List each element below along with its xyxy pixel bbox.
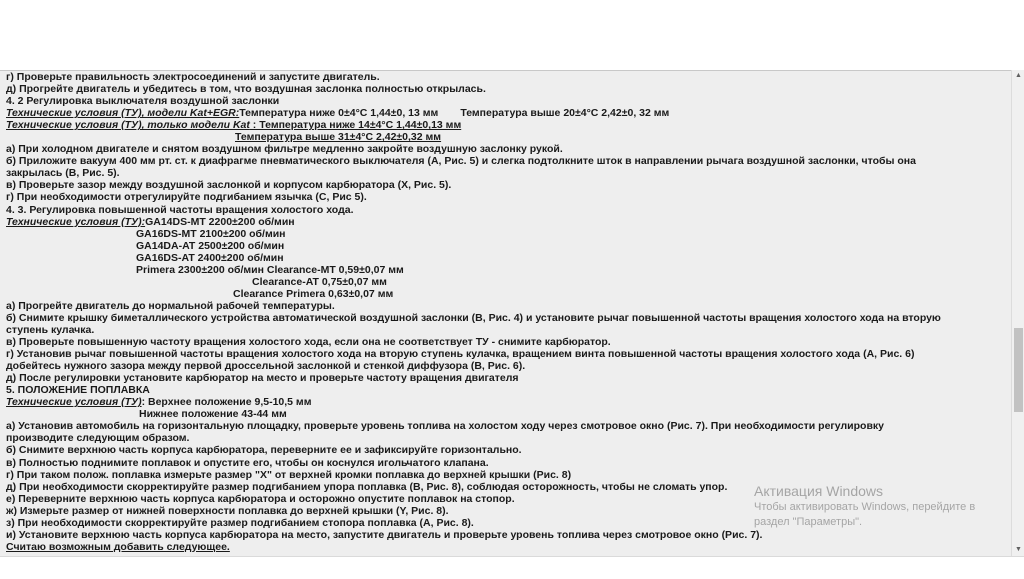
section-heading: 4. 2 Регулировка выключателя воздушной заслонки — [6, 95, 280, 108]
text-line: б) Приложите вакуум 400 мм рт. ст. к диафрагме пневматического выключателя (А, Рис. 5) и слегка подтолкните шток в направлении рычага воздушной заслонки, чтобы она — [6, 155, 916, 168]
spec-line: Температура выше 31±4°С 2,42±0,32 мм — [235, 131, 442, 144]
text-line: г) Проверьте правильность электросоединений и запустите двигатель. — [6, 71, 380, 83]
spec-line — [6, 216, 1011, 228]
text-line: ж) Измерьте размер от нижней поверхности поплавка до верхней крышки (Y, Рис. 8). — [6, 504, 449, 517]
text-line: б) Снимите верхнюю часть корпуса карбюратора, переверните ее и зафиксируйте горизонтально. — [6, 444, 522, 457]
spec-label: Технические условия (ТУ): — [6, 215, 146, 228]
spec-line: GA16DS-MT 2100±200 об/мин — [136, 227, 286, 240]
text-line: и) Установите верхнюю часть корпуса карбюратора на место, запустите двигатель и проверьте уровень топлива через смотровое окно (Рис. 7). — [6, 528, 763, 541]
text-line: добейтесь нужного зазора между первой дроссельной заслонкой и стенкой диффузора (В, Рис. 6). — [6, 360, 526, 373]
spec-label: Технические условия (ТУ), только модели Kat — [6, 119, 250, 132]
spec-value: Температура ниже 0±4°С 1,44±0, 13 мм — [239, 107, 439, 120]
spec-label: Технические условия (ТУ), модели Kat+EGR: — [6, 107, 240, 120]
text-line: ступень кулачка. — [6, 323, 95, 336]
watermark-title: Активация Windows — [754, 483, 884, 499]
spec-label: Технические условия (ТУ) — [6, 396, 142, 409]
text-line: в) Полностью поднимите поплавок и опустите его, чтобы он коснулся игольчатого клапана. — [6, 456, 489, 469]
spec-line: Нижнее положение 43-44 мм — [139, 408, 287, 421]
text-line: закрылась (В, Рис. 5). — [6, 167, 120, 180]
document-text — [6, 71, 1011, 553]
text-line: з) При необходимости скорректируйте размер подгибанием стопора поплавка (А, Рис. 8). — [6, 516, 474, 529]
spec-line: Clearance-AT 0,75±0,07 мм — [252, 275, 387, 288]
scroll-down-icon[interactable]: ▼ — [1015, 546, 1022, 553]
bottom-bar — [0, 556, 1024, 579]
text-line: д) Прогрейте двигатель и убедитесь в том, что воздушная заслонка полностью открылась. — [6, 83, 486, 96]
spec-value: : Верхнее положение 9,5-10,5 мм — [141, 396, 312, 409]
spec-line — [6, 396, 1011, 408]
text-line: Считаю возможным добавить следующее. — [6, 540, 230, 553]
spec-line: Clearance Primera 0,63±0,07 мм — [233, 287, 394, 300]
spec-value: Температура выше 20±4°С 2,42±0, 32 мм — [460, 107, 670, 120]
spec-line — [6, 119, 1011, 131]
text-line: д) После регулировки установите карбюратор на место и проверьте частоту вращения двигателя — [6, 372, 519, 385]
spec-line — [6, 107, 1011, 119]
text-line: г) При таком полож. поплавка измерьте размер "Х" от верхней кромки поплавка до верхней крышки (Рис. 8) — [6, 468, 572, 481]
text-line: г) Установив рычаг повышенной частоты вращения холостого хода на вторую ступень кулачка, вращением винта повышенной частоты вращения холостого хода (А, Рис. 6) — [6, 348, 915, 361]
spec-line: GA16DS-AT 2400±200 об/мин — [136, 251, 284, 264]
spec-line: Primera 2300±200 об/мин Clearance-MT 0,59±0,07 мм — [136, 263, 404, 276]
text-line: в) Проверьте зазор между воздушной заслонкой и корпусом карбюратора (Х, Рис. 5). — [6, 179, 452, 192]
vertical-scrollbar[interactable] — [1011, 70, 1024, 556]
text-line: б) Снимите крышку биметаллического устройства автоматической воздушной заслонки (В, Рис. 4) и установите рычаг повышенной частоты вращения холостого хода на вторую — [6, 311, 941, 324]
text-line: д) При необходимости скорректируйте размер подгибанием упора поплавка (В, Рис. 8), соблюдая осторожность, чтобы не сломать упор. — [6, 480, 728, 493]
spec-value: GA14DS-MT 2200±200 об/мин — [145, 215, 295, 228]
text-line: е) Переверните верхнюю часть корпуса карбюратора и осторожно опустите поплавок на стопор. — [6, 492, 515, 505]
text-line: а) Установив автомобиль на горизонтальную площадку, проверьте уровень топлива на холостом ходу через смотровое окно (Рис. 7). При необходимости регулировку — [6, 420, 884, 433]
scroll-thumb[interactable] — [1014, 328, 1023, 412]
windows-activation-watermark — [754, 482, 1004, 530]
text-line: г) При необходимости отрегулируйте подгибанием язычка (С, Рис 5). — [6, 191, 367, 204]
text-line: производите следующим образом. — [6, 432, 190, 445]
text-line: а) Прогрейте двигатель до нормальной рабочей температуры. — [6, 299, 335, 312]
scroll-up-icon[interactable]: ▲ — [1015, 72, 1022, 79]
watermark-text: Чтобы активировать Windows, перейдите в раздел "Параметры". — [754, 501, 976, 528]
text-line: в) Проверьте повышенную частоту вращения холостого хода, если она не соответствует ТУ - снимите карбюратор. — [6, 336, 611, 349]
spec-line: GA14DA-AT 2500±200 об/мин — [136, 239, 285, 252]
text-line: а) При холодном двигателе и снятом воздушном фильтре медленно закройте воздушную заслонку рукой. — [6, 143, 563, 156]
section-heading: 5. ПОЛОЖЕНИЕ ПОПЛАВКА — [6, 384, 150, 397]
section-heading: 4. 3. Регулировка повышенной частоты вращения холостого хода. — [6, 203, 354, 216]
spec-value: : Температура ниже 14±4°С 1,44±0,13 мм — [249, 119, 462, 132]
